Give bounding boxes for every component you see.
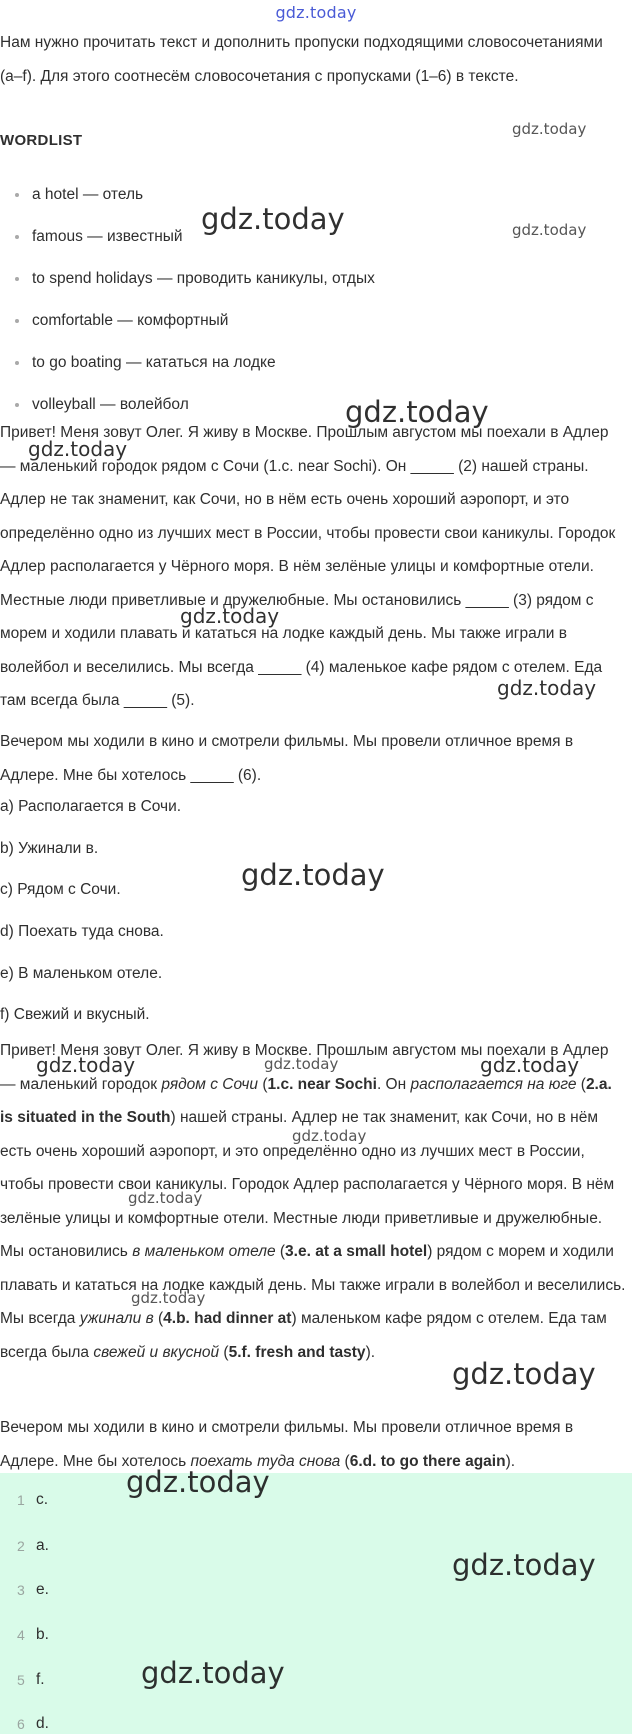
bullet-icon — [15, 361, 19, 365]
list-item: to go boating — кататься на лодке — [0, 342, 375, 384]
watermark: gdz.today — [128, 1189, 203, 1207]
option-f: f) Свежий и вкусный. — [0, 1006, 150, 1023]
watermark: gdz.today — [264, 1055, 339, 1073]
answers-box: 1 c. 2 a. 3 e. 4 b. 5 f. 6 d. — [0, 1473, 632, 1734]
watermark: gdz.today — [131, 1289, 206, 1307]
watermark: gdz.today — [452, 1548, 596, 1582]
filled-answer-6: поехать туда снова — [190, 1452, 341, 1470]
bullet-icon — [15, 403, 19, 407]
answer-key-6: 6.d. to go there again — [349, 1452, 506, 1470]
answer-key-5: 5.f. fresh and tasty — [228, 1343, 366, 1361]
watermark: gdz.today — [452, 1357, 596, 1391]
option-b: b) Ужинали в. — [0, 840, 99, 857]
option-e: e) В маленьком отеле. — [0, 965, 163, 982]
text-with-gaps-ending: Вечером мы ходили в кино и смотрели фильмы. Мы провели отличное время в Адлере. Мне бы хотелось _____ (6). — [0, 733, 574, 784]
watermark: gdz.today — [241, 858, 385, 892]
filled-answer-5: свежей и вкусной — [93, 1343, 220, 1361]
bullet-icon — [15, 319, 19, 323]
watermark: gdz.today — [141, 1656, 285, 1690]
answer-key-4: 4.b. had dinner at — [163, 1310, 292, 1327]
filled-answer-2: располагается на юге — [410, 1075, 577, 1093]
bullet-icon — [15, 193, 19, 197]
watermark: gdz.today — [292, 1127, 367, 1145]
watermark: gdz.today — [201, 202, 345, 236]
bullet-icon — [15, 277, 19, 281]
list-item: volleyball — волейбол — [0, 384, 375, 426]
watermark: gdz.today — [512, 120, 587, 138]
watermark: gdz.today — [345, 395, 489, 429]
watermark: gdz.today — [180, 604, 280, 628]
wordlist-heading: WORDLIST — [0, 132, 83, 149]
filled-answer-1: рядом с Сочи — [161, 1075, 259, 1093]
watermark: gdz.today — [497, 676, 597, 700]
intro-paragraph: Нам нужно прочитать текст и дополнить пропуски подходящими словосочетаниями (a–f). Для этого соотнесём словосочетания с пропусками (1–6) в тексте. — [0, 34, 603, 85]
wordlist — [0, 174, 375, 426]
list-item: a hotel — отель — [0, 174, 375, 216]
list-item: famous — известный — [0, 216, 375, 258]
watermark: gdz.today — [126, 1465, 270, 1499]
watermark: gdz.today — [36, 1053, 136, 1077]
filled-answer-4: ужинали в — [79, 1310, 154, 1327]
option-d: d) Поехать туда снова. — [0, 923, 164, 940]
filled-text: Привет! Меня зовут Олег. Я живу в Москве. Прошлым августом мы поехали в Адлер — маленький городок рядом с Сочи (1.c. near Sochi. Он располагается на юге (2.a. is situated in the South) нашей страны. Адлер не так знаменит, как Сочи, но в нём есть очень хороший аэропорт, и это определённо одно из лучших мест в России, чтобы провести свои каникулы. Городок Адлер располагается у Чёрного моря. В нём зелёные улицы и комфортные отели. Местные люди приветливые и дружелюбные. Мы остановились в маленьком отеле (3.e. at a small hotel) рядом с морем и ходили плавать и кататься на лодке каждый день. Мы также играли в волейбол и веселились. Мы всегда ужинали в (4.b. had dinner at) маленьком кафе рядом с отелем. Еда там всегда была свежей и вкусной (5.f. fresh and tasty). — [0, 1042, 626, 1361]
site-header-logo[interactable]: gdz.today — [275, 3, 357, 22]
text-with-gaps: Привет! Меня зовут Олег. Я живу в Москве. Прошлым августом мы поехали в Адлер — маленький городок рядом с Сочи (1.c. near Sochi). Он _____ (2) нашей страны. Адлер не так знаменит, как Сочи, но в нём есть очень хороший аэропорт, и это определённо одно из лучших мест в России, чтобы провести свои каникулы. Городок Адлер располагается у Чёрного моря. В нём зелёные улицы и комфортные отели. Местные люди приветливые и дружелюбные. Мы остановились _____ (3) рядом с морем и ходили плавать и кататься на лодке каждый день. Мы также играли в волейбол и веселились. Мы всегда _____ (4) маленькое кафе рядом с отелем. Еда там всегда была _____ (5). — [0, 424, 616, 709]
answer-key-2: 2.a. is situated in the South — [0, 1075, 612, 1126]
answer-key-1: 1.c. near Sochi — [267, 1075, 377, 1093]
list-item: comfortable — комфортный — [0, 300, 375, 342]
watermark: gdz.today — [480, 1053, 580, 1077]
filled-text-ending: Вечером мы ходили в кино и смотрели фильмы. Мы провели отличное время в Адлере. Мне бы хотелось поехать туда снова (6.d. to go there again). — [0, 1419, 574, 1470]
bullet-icon — [15, 235, 19, 239]
option-a: a) Располагается в Сочи. — [0, 798, 182, 815]
watermark: gdz.today — [28, 437, 128, 461]
list-item: to spend holidays — проводить каникулы, отдых — [0, 258, 375, 300]
option-c: c) Рядом с Сочи. — [0, 881, 121, 898]
answer-key-3: 3.e. at a small hotel — [285, 1243, 428, 1260]
filled-answer-3: в маленьком отеле — [132, 1243, 276, 1260]
watermark: gdz.today — [512, 221, 587, 239]
